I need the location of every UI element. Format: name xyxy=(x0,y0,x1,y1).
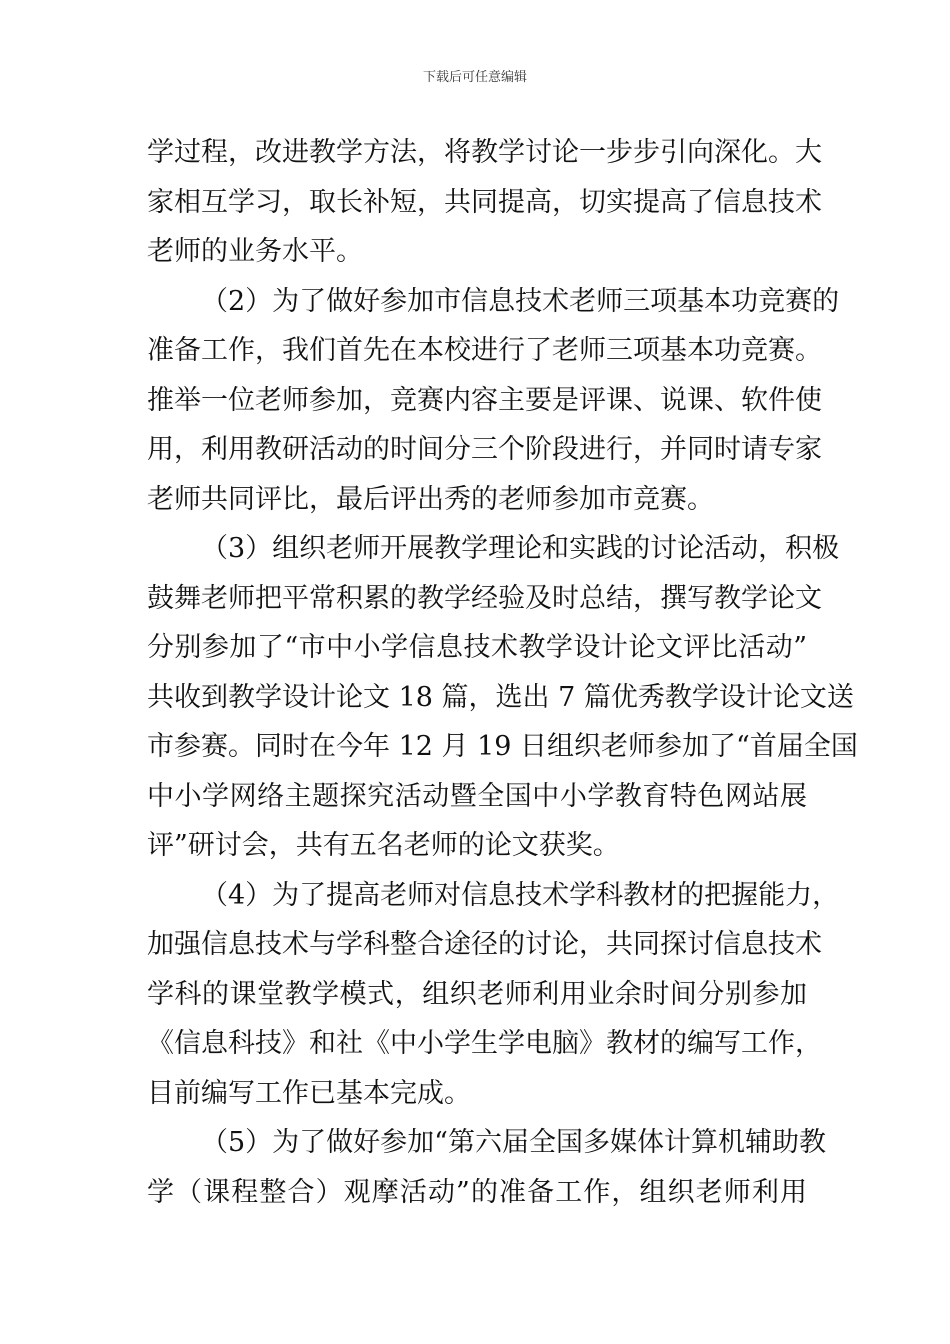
text-line: 分别参加了“市中小学信息技术教学设计论文评比活动” xyxy=(147,632,807,663)
text-line: （3）组织老师开展教学理论和实践的讨论活动，积极 xyxy=(201,533,840,564)
text-line: 学（课程整合）观摩活动”的准备工作，组织老师利用 xyxy=(147,1176,807,1208)
text-line: 市参赛。同时在今年 12 月 19 日组织老师参加了“首届全国 xyxy=(147,731,858,762)
text-line: 学科的课堂教学模式，组织老师利用业余时间分别参加 xyxy=(147,978,807,1010)
document-body xyxy=(147,128,858,1217)
text-line: 家相互学习，取长补短，共同提高，切实提高了信息技术 xyxy=(147,186,822,218)
text-line: 评”研讨会，共有五名老师的论文获奖。 xyxy=(147,830,620,861)
text-line: 中小学网络主题探究活动暨全国中小学教育特色网站展 xyxy=(147,780,807,812)
text-line: （5）为了做好参加“第六届全国多媒体计算机辅助教 xyxy=(201,1127,826,1158)
text-line: （4）为了提高老师对信息技术学科教材的把握能力， xyxy=(201,879,840,911)
text-line: 老师的业务水平。 xyxy=(147,236,363,267)
text-line: 用，利用教研活动的时间分三个阶段进行，并同时请专家 xyxy=(147,434,822,465)
text-line: 老师共同评比，最后评出秀的老师参加市竞赛。 xyxy=(147,483,714,515)
text-line: 《信息科技》和社《中小学生学电脑》教材的编写工作， xyxy=(147,1028,822,1059)
text-line: 共收到教学设计论文 18 篇，选出 7 篇优秀教学设计论文送 xyxy=(147,681,854,713)
text-line: 鼓舞老师把平常积累的教学经验及时总结，撰写教学论文 xyxy=(147,582,822,614)
text-line: 准备工作，我们首先在本校进行了老师三项基本功竞赛。 xyxy=(147,335,822,366)
text-line: 推举一位老师参加，竞赛内容主要是评课、说课、软件使 xyxy=(147,384,822,416)
text-line: 学过程，改进教学方法，将教学讨论一步步引向深化。大 xyxy=(147,137,822,168)
text-line: （2）为了做好参加市信息技术老师三项基本功竞赛的 xyxy=(201,285,840,317)
text-line: 加强信息技术与学科整合途径的讨论，共同探讨信息技术 xyxy=(147,929,822,960)
page-header: 下载后可任意编辑 xyxy=(422,70,527,85)
text-line: 目前编写工作已基本完成。 xyxy=(147,1077,471,1109)
